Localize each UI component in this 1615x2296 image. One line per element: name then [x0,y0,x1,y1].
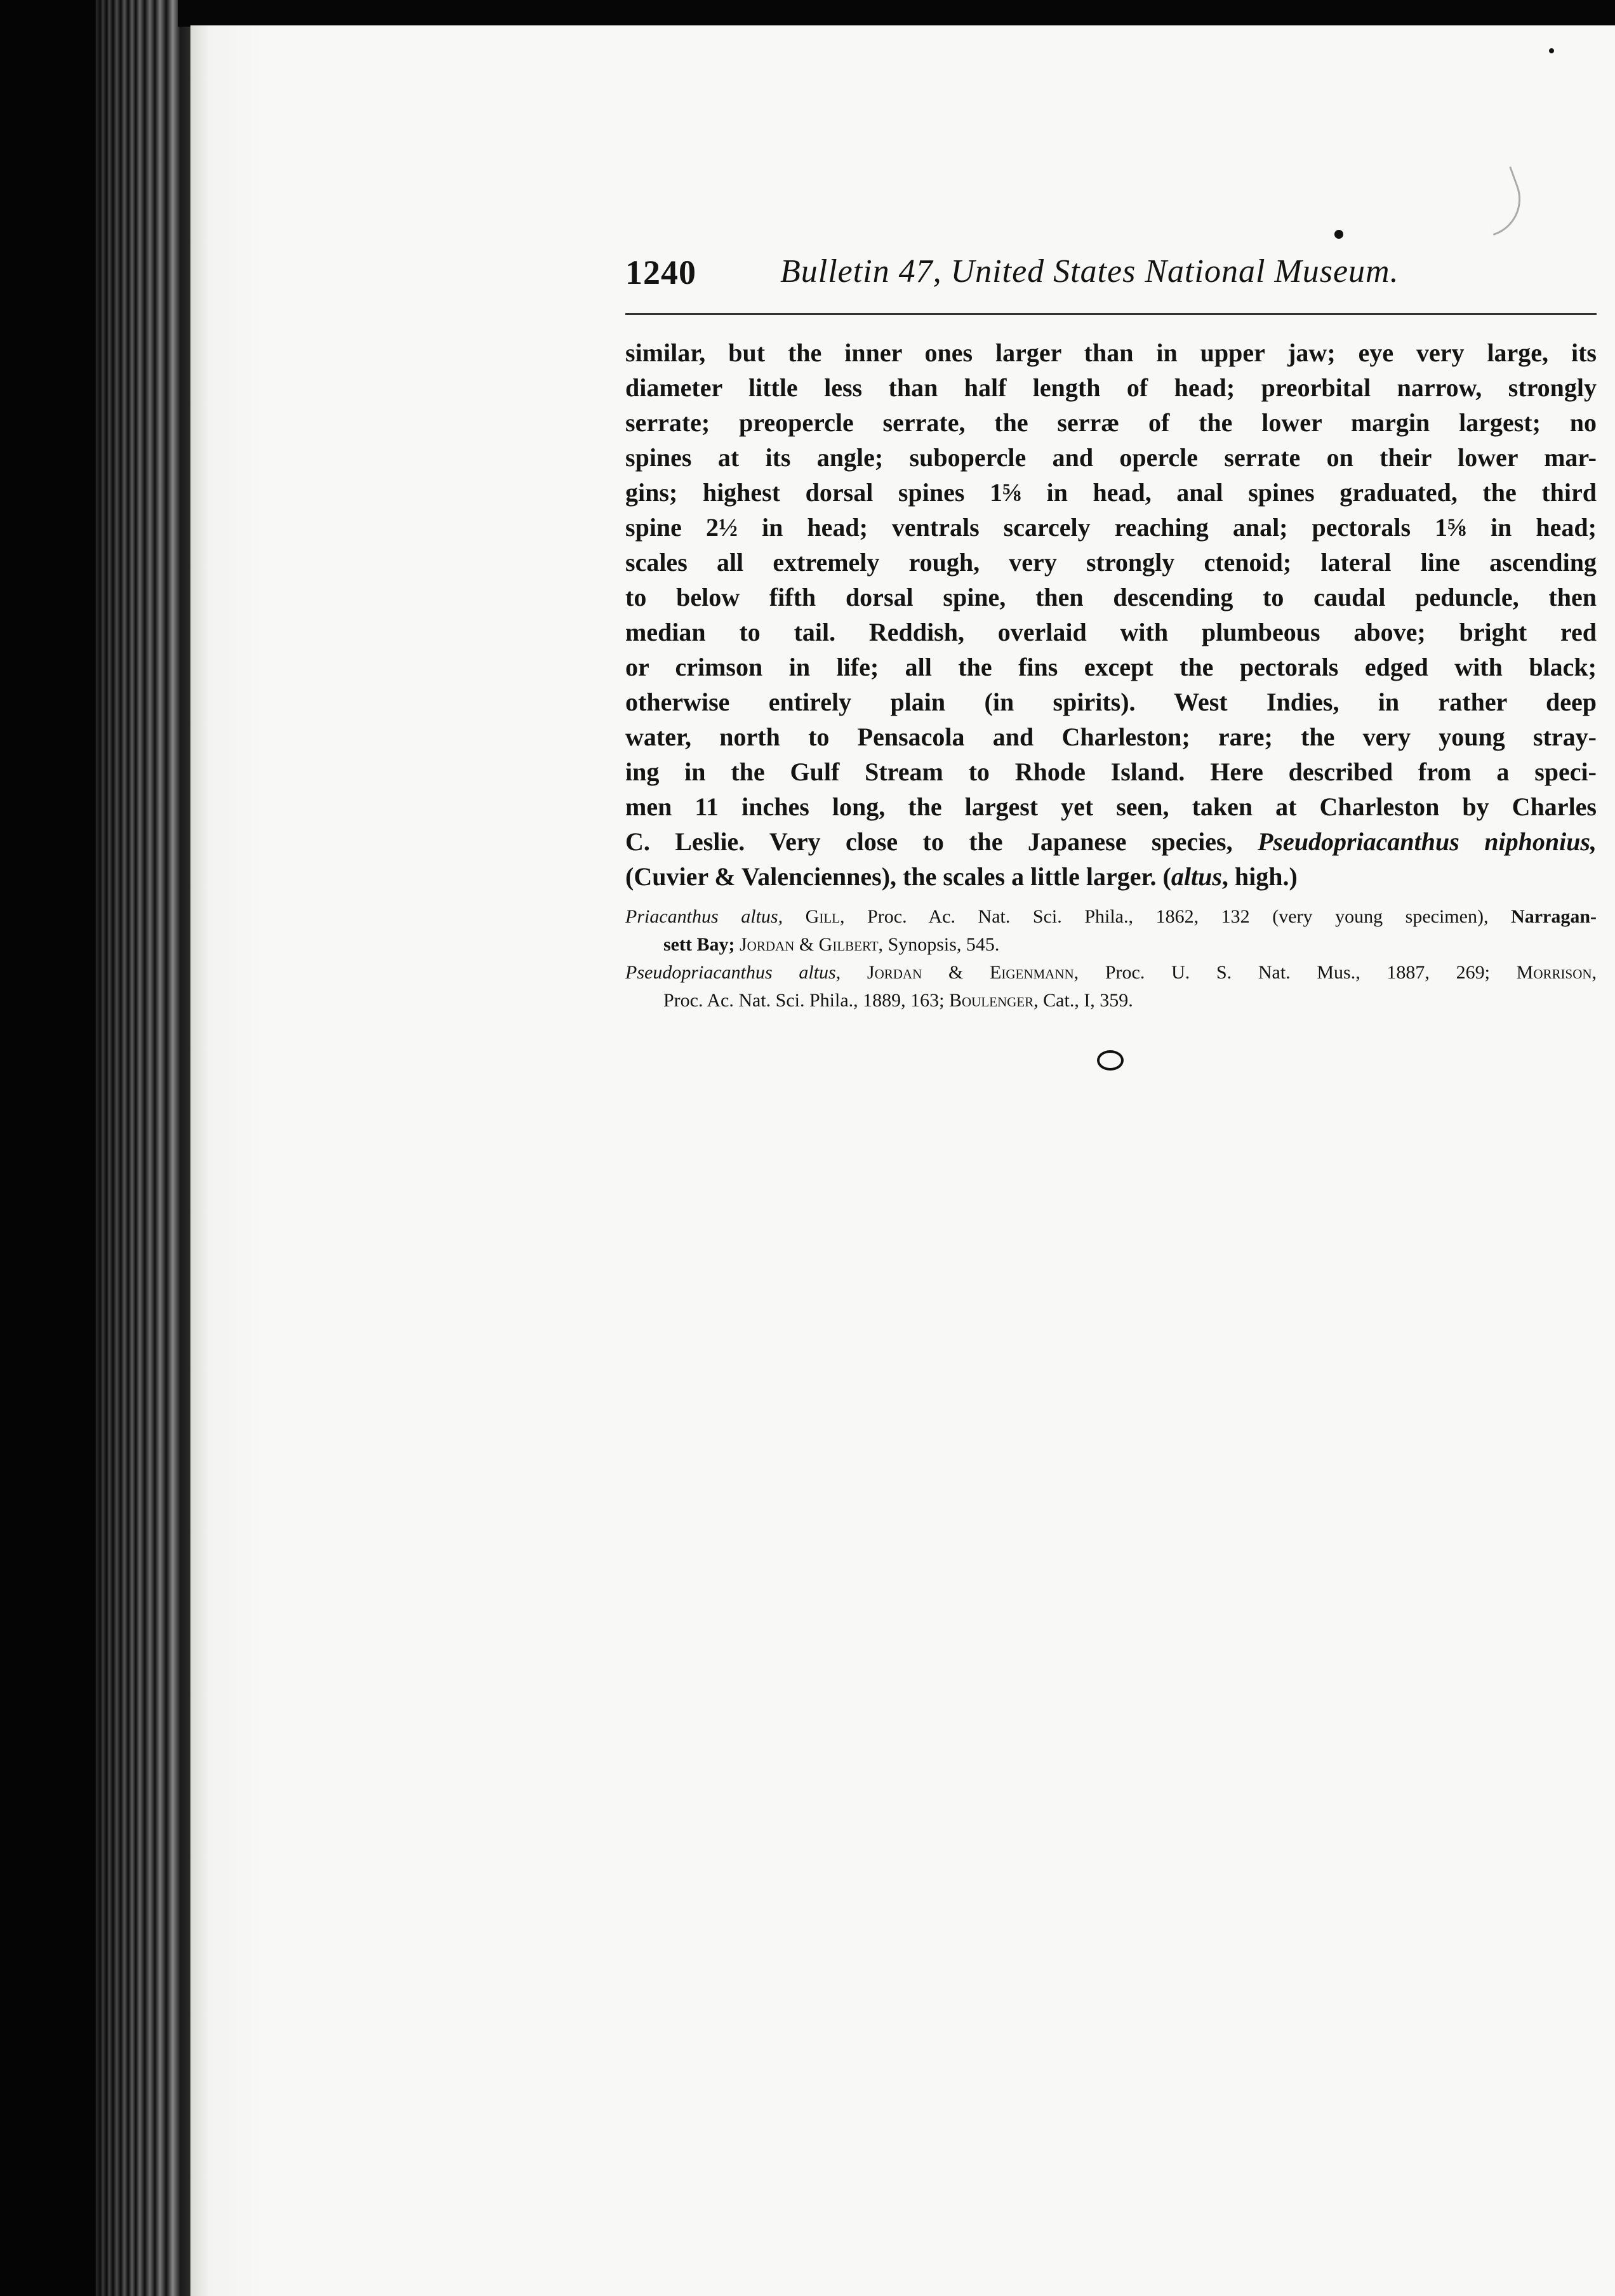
citation-text: Cat., I, 359. [1038,990,1133,1011]
locality: sett Bay; [663,934,735,955]
text-line: serrate; preopercle serrate, the serræ of the lower margin largest; no [625,408,1597,437]
citation-text: Proc. Ac. Nat. Sci. Phila., 1862, 132 (very young specimen), [844,906,1512,927]
author-name: Jordan & Eigenmann, [867,962,1079,983]
reference-line [625,987,1597,1015]
author-name: Jordan & Gilbert, [734,934,884,955]
running-head [625,253,1603,297]
citation-text: Proc. Ac. Nat. Sci. Phila., 1889, 163; [663,990,949,1011]
header-rule [625,313,1597,315]
text-line: gins; highest dorsal spines 1⅝ in head, anal spines graduated, the third [625,478,1597,507]
reference-line [625,903,1597,931]
citation-text: Synopsis, 545. [883,934,1000,955]
text-line: spine 2½ in head; ventrals scarcely reaching anal; pectorals 1⅝ in head; [625,513,1597,542]
citation-text: Proc. U. S. Nat. Mus., 1887, 269; [1079,962,1517,983]
reference-line [625,931,1597,959]
text-line: otherwise entirely plain (in spirits). West Indies, in rather deep [625,688,1597,716]
journal-title: Bulletin 47, United States National Museum. [780,253,1399,290]
scan-speck [1549,48,1554,53]
text-line: median to tail. Reddish, overlaid with plumbeous above; bright red [625,618,1597,646]
description-paragraph [625,335,1597,894]
text-run: (Cuvier & Valenciennes), the scales a little larger. ( [625,862,1171,891]
text-line: water, north to Pensacola and Charleston; rare; the very young stray- [625,723,1597,751]
pencil-mark [1473,166,1531,236]
locality: Narragan- [1511,906,1597,927]
synonymy-references [625,903,1597,1015]
text-line: men 11 inches long, the largest yet seen, taken at Charleston by Charles [625,792,1597,821]
text-run: C. Leslie. Very close to the Japanese species, [625,827,1258,856]
text-line: or crimson in life; all the fins except the pectorals edged with black; [625,653,1597,681]
text-line: similar, but the inner ones larger than in upper jaw; eye very large, its [625,338,1597,367]
text-line: diameter little less than half length of head; preorbital narrow, strongly [625,373,1597,402]
author-name: Boulenger, [948,990,1039,1011]
etymology-term: altus [1171,862,1222,891]
synonym-name: Priacanthus altus, [625,906,783,927]
text-line: spines at its angle; subopercle and opercle serrate on their lower mar- [625,443,1597,472]
page-number: 1240 [625,253,696,291]
text-run: , high.) [1221,862,1298,891]
author-name: Morrison, [1516,962,1597,983]
text-line: ing in the Gulf Stream to Rhode Island. Here described from a speci- [625,758,1597,786]
synonym-name: Pseudopriacanthus altus, [625,962,841,983]
text-line: to below fifth dorsal spine, then descending to caudal peduncle, then [625,583,1597,611]
text-line: scales all extremely rough, very strongly ctenoid; lateral line ascending [625,548,1597,577]
reference-line [625,959,1597,987]
text-line [625,859,1597,894]
scan-speck [1334,230,1343,239]
species-name: Pseudopriacanthus niphonius, [1258,827,1597,856]
text-line [625,824,1597,859]
end-ornament-circle [1097,1050,1124,1071]
author-name: Gill, [805,906,845,927]
